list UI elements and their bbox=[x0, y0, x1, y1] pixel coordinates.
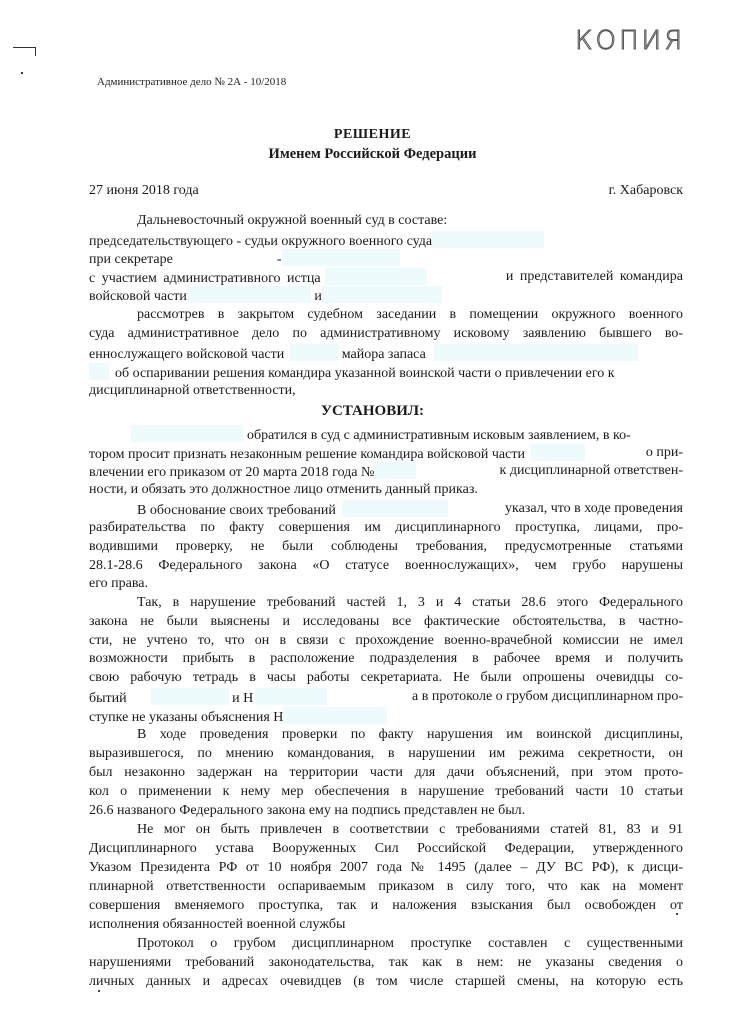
body-line: В обоснование своих требований указал, что в ходе проведения bbox=[137, 501, 683, 518]
case-number: Административное дело № 2А - 10/2018 bbox=[97, 76, 287, 88]
intro-line: при секретаре - bbox=[89, 249, 683, 267]
intro-line: с участием административного истца и представителей командира bbox=[89, 269, 683, 286]
body-line: возможности прибыть в расположение подразделения в рабочее время и получить bbox=[89, 651, 683, 666]
scan-speck bbox=[676, 913, 678, 915]
intro-line: председательствующего - судьи окружного военного суда bbox=[89, 231, 683, 249]
body-line: В ходе проведения проверки по факту нарушения им воинской дисциплины, bbox=[137, 727, 683, 742]
body-line: личных данных и адресах очевидцев (в том числе старшей смены, на которую есть bbox=[89, 974, 683, 989]
copy-stamp: КОПИЯ bbox=[575, 26, 686, 56]
intro-line: суда административное дело по административному исковому заявлению бывшего во- bbox=[89, 326, 683, 341]
intro-line: еннослужащего войсковой части майора запаса bbox=[89, 344, 683, 362]
redaction-box bbox=[290, 344, 338, 361]
body-line: водившими проверку, не были соблюдены требования, предусмотренные статьями bbox=[89, 539, 683, 554]
body-line: нарушениями требований законодательства, так как в нем: не указаны сведения о bbox=[89, 955, 683, 970]
body-line: ности, и обязать это должностное лицо отменить данный приказ. bbox=[89, 482, 478, 497]
intro-line: рассмотрев в закрытом судебном заседании в помещении окружного военного bbox=[137, 307, 683, 322]
redaction-box bbox=[131, 425, 243, 442]
decision-date: 27 июня 2018 года bbox=[89, 183, 199, 198]
redaction-box bbox=[342, 500, 448, 517]
redaction-box bbox=[325, 268, 427, 285]
body-line: 26.6 названого Федерального закона ему на подпись представлен не был. bbox=[89, 803, 526, 818]
intro-line: Дальневосточный окружной военный суд в составе: bbox=[137, 213, 448, 228]
body-line: Протокол о грубом дисциплинарном проступке составлен с существенными bbox=[137, 936, 683, 951]
body-line: ступке не указаны объяснения Н bbox=[89, 707, 683, 725]
document-subtitle: Именем Российской Федерации bbox=[268, 146, 477, 162]
redaction-box bbox=[89, 363, 109, 380]
document-title: РЕШЕНИЕ bbox=[333, 127, 412, 142]
redaction-box bbox=[531, 444, 585, 461]
body-line: тором просит признать незаконным решение командира войсковой части о при- bbox=[89, 445, 683, 462]
decision-city: г. Хабаровск bbox=[608, 183, 683, 198]
redaction-box bbox=[187, 286, 311, 303]
body-line: исполнения обязанностей военной службы bbox=[89, 917, 346, 932]
body-line: совершения вменяемого проступка, так и наложения взыскания был освобожден от bbox=[89, 898, 683, 913]
body-line: Так, в нарушение требований частей 1, 3 и 4 статьи 28.6 этого Федерального bbox=[137, 595, 683, 610]
body-line: кол о применении к нему мер обеспечения в нарушение требований части 10 статьи bbox=[89, 784, 683, 799]
body-line: бытий и Н а в протоколе о грубом дисциплинарном про- bbox=[89, 689, 683, 706]
redaction-box bbox=[374, 462, 416, 479]
scan-speck bbox=[21, 72, 23, 74]
body-line: влечении его приказом от 20 марта 2018 года № к дисциплинарной ответствен- bbox=[89, 463, 683, 480]
body-line: разбирательства по факту совершения им дисциплинарного проступка, лицами, про- bbox=[89, 520, 683, 535]
body-line: его права. bbox=[89, 576, 148, 591]
body-line: плинарной ответственности оспариваемым приказом в силу того, что как на момент bbox=[89, 879, 683, 894]
intro-line: об оспаривании решения командира указанной воинской части о привлечении его к bbox=[89, 363, 683, 381]
body-line: обратился в суд с административным исковым заявлением, в ко- bbox=[89, 425, 683, 443]
redaction-box bbox=[432, 231, 544, 248]
scan-speck bbox=[98, 990, 100, 992]
redaction-box bbox=[322, 286, 442, 303]
intro-line: дисциплинарной ответственности, bbox=[89, 383, 296, 398]
body-line: свою рабочую тетрадь в часы работы секретариата. Не были опрошены очевидцы со- bbox=[89, 670, 683, 685]
intro-line: войсковой части и bbox=[89, 286, 683, 304]
redaction-box bbox=[255, 688, 327, 705]
redaction-box bbox=[151, 688, 229, 705]
body-line: Дисциплинарного устава Вооруженных Сил Российской Федерации, утвержденного bbox=[89, 841, 683, 856]
body-line: закона не были выяснены и исследованы все фактические обстоятельства, в частно- bbox=[89, 614, 683, 629]
body-line: 28.1-28.6 Федерального закона «О статусе военнослужащих», чем грубо нарушены bbox=[89, 558, 683, 573]
corner-mark bbox=[13, 47, 36, 56]
body-line: Указом Президента РФ от 10 ноября 2007 года № 1495 (далее – ДУ ВС РФ), к дисци- bbox=[89, 860, 683, 875]
redaction-box bbox=[283, 707, 387, 724]
redaction-box bbox=[434, 344, 638, 361]
body-line: был незаконно задержан на территории части для дачи объяснений, при этом прото- bbox=[89, 765, 683, 780]
body-line: сти, не учтено то, что он в связи с прохождение военно-врачебной комиссии не имел bbox=[89, 633, 683, 648]
date-city-row bbox=[89, 182, 683, 200]
section-heading: УСТАНОВИЛ: bbox=[320, 403, 425, 419]
redaction-box bbox=[282, 249, 400, 266]
body-line: Не мог он быть привлечен в соответствии с требованиями статей 81, 83 и 91 bbox=[137, 822, 683, 837]
body-line: выразившегося, по мнению командования, в нарушении им режима секретности, он bbox=[89, 746, 683, 761]
